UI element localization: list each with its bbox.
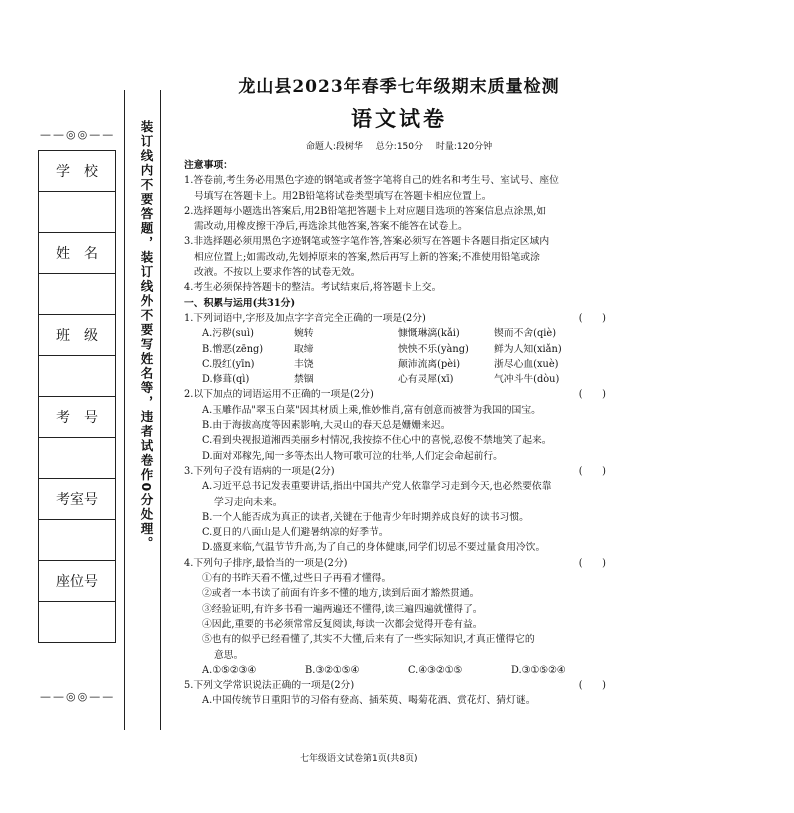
question-3-option-a: A.习近平总书记发表重要讲话,指出中国共产党人依靠学习走到今天,也必然要依靠 (202, 481, 552, 493)
exam-content (184, 72, 614, 709)
exam-number-field[interactable] (39, 438, 116, 479)
question-5-stem: 5.下列文学常识说法正确的一项是(2分) ( ) (184, 678, 614, 693)
answer-paren[interactable]: ( ) (578, 680, 606, 692)
question-3-stem: 3.下列句子没有语病的一项是(2分) ( ) (184, 464, 614, 479)
student-info-table (38, 150, 116, 643)
question-4-stem: 4.下列句子排序,最恰当的一项是(2分) ( ) (184, 556, 614, 571)
binding-strip (0, 0, 170, 813)
binding-ornament-top: ——◎◎—— (40, 128, 116, 141)
class-field[interactable] (39, 356, 116, 397)
binding-line-inner (124, 90, 125, 730)
question-1-option-b: B.憎恶(zēng) 取缔 怏怏不乐(yàng) 鲜为人知(xiǎn) (202, 343, 562, 355)
answer-paren[interactable]: ( ) (578, 465, 606, 477)
question-3-option-b: B.一个人能否成为真正的读者,关键在于他青少年时期养成良好的读书习惯。 (202, 511, 529, 523)
exam-subtitle: 语文试卷 (351, 106, 447, 131)
binding-notice: 装订线内不要答题，装订线外不要写姓名等，违者试卷作0分处理。 (139, 120, 154, 552)
notes-line: 4.考生必须保持答题卡的整洁。考试结束后,将答题卡上交。 (184, 282, 442, 294)
answer-paren[interactable]: ( ) (578, 557, 606, 569)
exam-title: 龙山县2023年春季七年级期末质量检测 (238, 77, 560, 97)
question-5-option-a: A.中国传统节日重阳节的习俗有登高、插茱萸、喝菊花酒、赏花灯、猜灯谜。 (202, 695, 536, 707)
answer-paren[interactable]: ( ) (578, 312, 606, 324)
notes-heading: 注意事项： (184, 160, 233, 171)
notes-line: 相应位置上;如需改动,先划掉原来的答案,然后再写上新的答案;不准使用铅笔或涂 (194, 251, 540, 263)
question-1-option-a: A.污秽(suì) 婉转 慷慨琳漓(kǎi) 锲而不舍(qiè) (202, 328, 557, 340)
question-4-item: ④因此,重要的书必须常常反复阅读,每读一次都会觉得开卷有益。 (202, 618, 483, 630)
exam-room-label: 考室号 (39, 479, 116, 520)
binding-ornament-bottom: ——◎◎—— (40, 690, 116, 703)
question-3-option-d: D.盛夏来临,气温节节升高,为了自己的身体健康,同学们切忌不要过量食用冷饮。 (202, 542, 546, 554)
question-1-option-d: D.修葺(qì) 禁锢 心有灵犀(xī) 气冲斗牛(dòu) (202, 374, 560, 386)
notes-line: 2.选择题每小题选出答案后,用2B铅笔把答题卡上对应题目选项的答案信息点涂黑,如 (184, 205, 547, 217)
notes-line: 改液。不按以上要求作答的试卷无效。 (194, 267, 361, 279)
name-field[interactable] (39, 274, 116, 315)
question-2-option-a: A.玉雕作品"翠玉白菜"因其材质上乘,惟妙惟肖,富有创意而被誉为我国的国宝。 (202, 404, 541, 416)
question-2-option-d: D.面对邓稼先,闻一多等杰出人物可歌可泣的壮举,人们定会命起前行。 (202, 450, 503, 462)
class-label: 班 级 (39, 315, 116, 356)
exam-meta (184, 139, 614, 152)
answer-paren[interactable]: ( ) (578, 389, 606, 401)
school-label: 学 校 (39, 151, 116, 192)
question-3-option-a-cont: 学习走向未来。 (214, 496, 283, 508)
section-heading: 一、积累与运用(共31分) (184, 297, 296, 309)
total-score: 总分:150分 (375, 142, 424, 152)
question-4-item: ⑤也有的似乎已经看懂了,其实不大懂,后来有了一些实际知识,才真正懂得它的 (202, 634, 535, 646)
question-2-option-c: C.看到央视报道湘西美丽乡村情况,我按捺不住心中的喜悦,忍俊不禁地笑了起来。 (202, 435, 552, 447)
name-label: 姓 名 (39, 233, 116, 274)
notes-line: 1.答卷前,考生务必用黑色字迹的钢笔或者签字笔将自己的姓名和考生号、室试号、座位 (184, 175, 559, 187)
question-1-stem: 1.下列词语中,字形及加点字字音完全正确的一项是(2分) ( ) (184, 311, 614, 326)
notes-line: 号填写在答题卡上。用2B铅笔将试卷类型填写在答题卡相应位置上。 (194, 190, 492, 202)
notes-line: 需改动,用橡皮擦干净后,再选涂其他答案,答案不能答在试卷上。 (194, 221, 468, 233)
exam-room-field[interactable] (39, 520, 116, 561)
question-2-stem: 2.以下加点的词语运用不正确的一项是(2分) ( ) (184, 387, 614, 402)
notes-line: 3.非选择题必须用黑色字迹钢笔或签字笔作答,答案必须写在答题卡各题目指定区域内 (184, 236, 550, 248)
time-limit: 时量:120分钟 (435, 142, 493, 152)
binding-line-outer (160, 90, 161, 730)
question-1-option-c: C.殷红(yīn) 丰饶 颠沛流离(pèi) 浙尽心血(xuè) (202, 358, 559, 370)
seat-number-field[interactable] (39, 602, 116, 643)
seat-number-label: 座位号 (39, 561, 116, 602)
exam-number-label: 考 号 (39, 397, 116, 438)
question-4-item-cont: 意思。 (214, 649, 244, 661)
question-3-option-c: C.夏日的八面山是人们避暑纳凉的好季节。 (202, 527, 389, 539)
school-field[interactable] (39, 192, 116, 233)
question-4-item: ①有的书昨天看不懂,过些日子再看才懂得。 (202, 573, 392, 585)
proposer: 命题人:段树华 (305, 142, 363, 152)
question-4-item: ②或者一本书读了前面有许多不懂的地方,读到后面才豁然贯通。 (202, 588, 480, 600)
question-4-item: ③经验证明,有许多书看一遍两遍还不懂得,读三遍四遍就懂得了。 (202, 603, 483, 615)
question-4-options: A.①⑤②③④ B.③②①⑤④ C.④③②①⑤ D.③①⑤②④ (202, 664, 566, 676)
page-footer: 七年级语文试卷第1页(共8页) (300, 754, 418, 764)
question-2-option-b: B.由于海拔高度等因素影响,大灵山的春天总是姗姗来迟。 (202, 420, 451, 432)
